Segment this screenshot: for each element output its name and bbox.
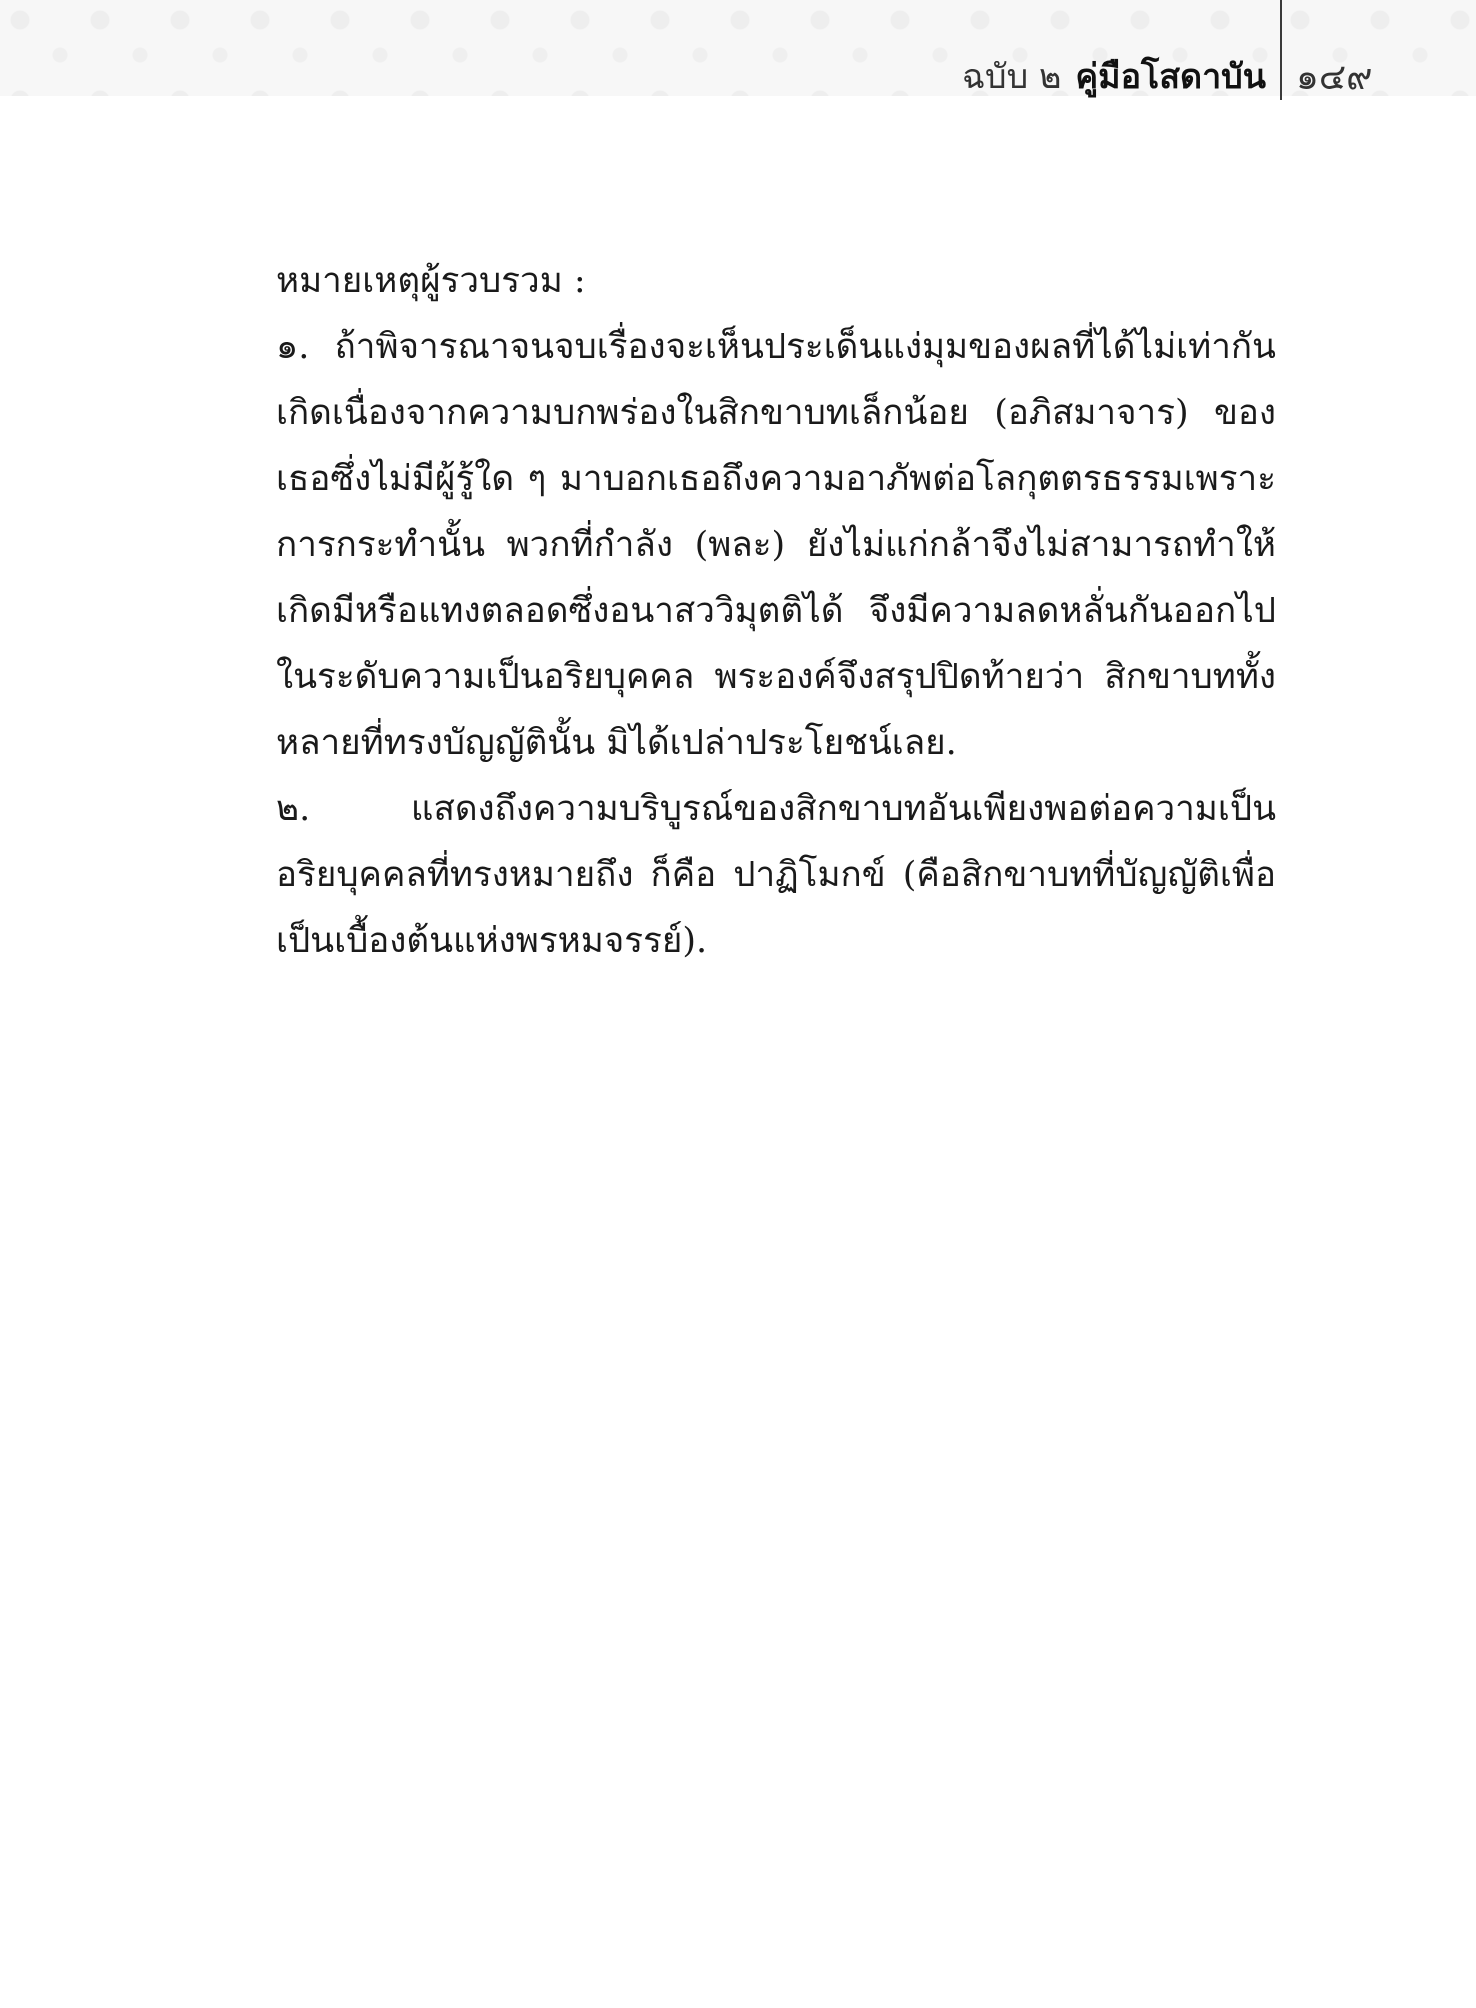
page-body xyxy=(276,248,1276,974)
running-head xyxy=(961,57,1266,97)
note-item-2: ๒. แสดงถึงความบริบูรณ์ของสิกขาบทอันเพียงพอต่อความเป็นอริยบุคคลที่ทรงหมายถึง ก็คือ ปาฏิโมกข์ (คือสิกขาบทที่บัญญัติเพื่อเป็นเบื้องต้นแห่งพรหมจรรย์). xyxy=(276,789,1276,961)
note-heading: หมายเหตุผู้รวบรวม : xyxy=(276,261,586,301)
note-item-1: ๑. ถ้าพิจารณาจนจบเรื่องจะเห็นประเด็นแง่มุมของผลที่ได้ไม่เท่ากัน เกิดเนื่องจากความบกพร่องในสิกขาบทเล็กน้อย (อภิสมาจาร) ของเธอซึ่งไม่มีผู้รู้ใด ๆ มาบอกเธอถึงความอาภัพต่อโลกุตตรธรรมเพราะการกระทำนั้น พวกที่กำลัง (พละ) ยังไม่แก่กล้าจึงไม่สามารถทำให้เกิดมีหรือแทงตลอดซึ่งอนาสววิมุตติได้ จึงมีความลดหลั่นกันออกไปในระดับความเป็นอริยบุคคล พระองค์จึงสรุปปิดท้ายว่า สิกขาบททั้งหลายที่ทรงบัญญัตินั้น มิได้เปล่าประโยชน์เลย. xyxy=(276,327,1276,763)
header-divider xyxy=(1280,0,1282,100)
page-number: ๑๔๙ xyxy=(1296,57,1373,98)
edition-label: ฉบับ ๒ xyxy=(961,57,1062,97)
book-title: คู่มือโสดาบัน xyxy=(1075,57,1266,97)
